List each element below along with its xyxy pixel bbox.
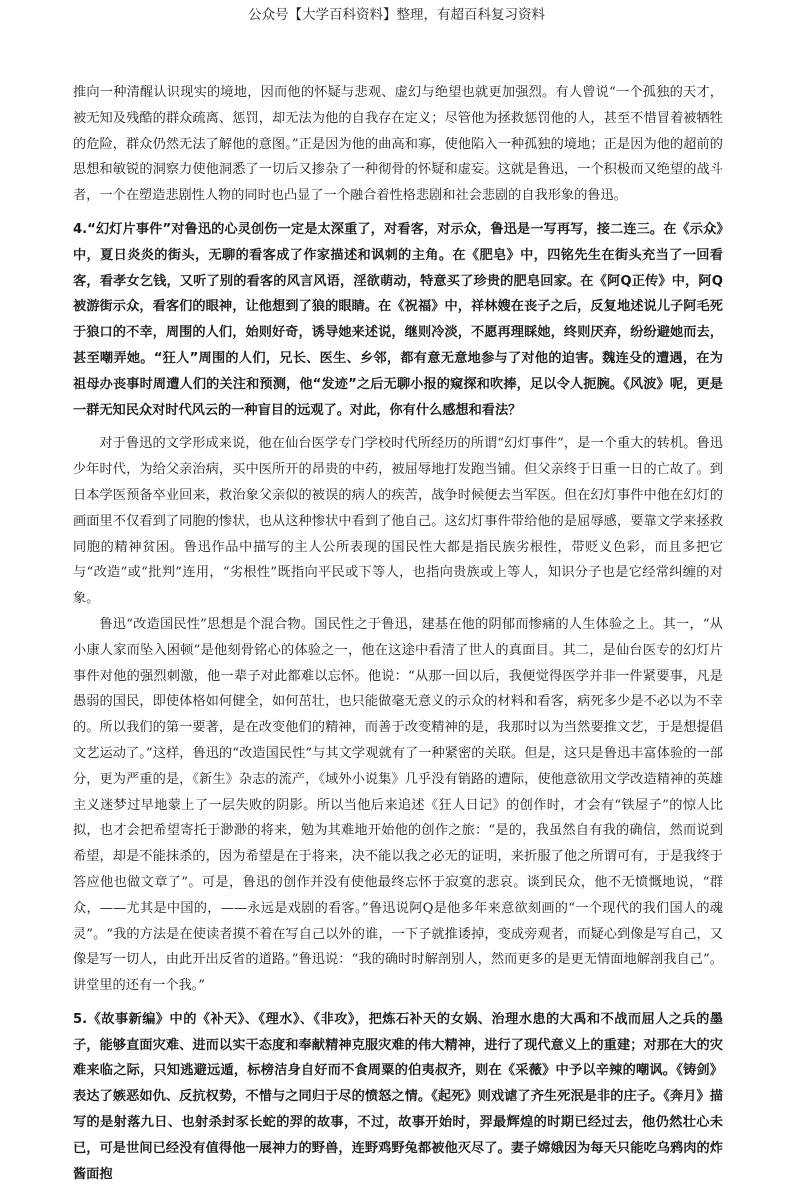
document-body: [73, 80, 723, 1187]
spacer: [73, 999, 723, 1007]
question-5: 5.《故事新编》中的《补天》、《理水》、《非攻》，把炼石补天的女娲、治理水患的大禹和不战而屈人之兵的墨子，能够直面灾难、进而以实干态度和奉献精神克服灾难的伟大精神，进行了现代意义上的重建；对那在大的灾难来临之际，只知逃避远遁，标榜洁身自好而不食周粟的伯夷叔齐，则在《采薇》中予以辛辣的嘲讽。《铸剑》表达了嫉恶如仇、反抗权势，不惜与之同归于尽的愤怒之情。《起死》则戏谑了齐生死泯是非的庄子。《奔月》描写的是射落九日、也射杀封豕长蛇的羿的故事，不过，故事开始时，羿最辉煌的时期已经过去，他仍然壮心未已，可是世间已经没有值得他一展神力的野兽，连野鸡野兔都被他灭尽了。妻子嫦娥因为每天只能吃乌鸦肉的炸酱面抱: [73, 1011, 723, 1182]
page-header: 公众号【大学百科资料】整理，有超百科复习资料: [248, 7, 545, 23]
intro-paragraph: 推向一种清醒认识现实的境地，因而他的怀疑与悲观、虚幻与绝望也就更加强烈。有人曾说“一个孤独的天才，被无知及残酷的群众疏离、惩罚，却无法为他的自我存在定义；尽管他为拯救惩罚他的人，甚至不惜冒着被牺牲的危险，群众仍然无法了解他的意图。”正是因为他的曲高和寡，使他陷入一种孤独的境地；正是因为他的超前的思想和敏锐的洞察力使他洞悉了一切后又掺杂了一种彻骨的怀疑和虚妄。这就是鲁迅，一个积极而又绝望的战斗者，一个在塑造悲剧性人物的同时也凸显了一个融合着性格悲剧和社会悲剧的自我形象的鲁迅。: [73, 85, 723, 204]
spacer: [73, 209, 723, 217]
question-4: 4.“幻灯片事件”对鲁迅的心灵创伤一定是太深重了，对看客，对示众，鲁迅是一写再写，接二连三。在《示众》中，夏日炎炎的街头，无聊的看客成了作家描述和讽刺的主角。在《肥皂》中，四铭先生在街头充当了一回看客，看孝女乞钱，又听了别的看客的风言风语，淫欲萌动，特意买了珍贵的肥皂回家。在《阿Q正传》中，阿Q被游街示众，看客们的眼神，让他想到了狼的眼睛。在《祝福》中，祥林嫂在丧子之后，反复地述说儿子阿毛死于狼口的不幸，周围的人们，始则好奇，诱导她来述说，继则冷淡，不愿再理睬她，终则厌弃，纷纷避她而去，甚至嘲弄她。“狂人”周围的人们，兄长、医生、乡邻，都有意无意地参与了对他的迫害。魏连殳的遭遇，在为祖母办丧事时周遭人们的关注和预测，他“发迹”之后无聊小报的窥探和吹捧，足以令人扼腕。《风波》呢，更是一群无知民众对时代风云的一种盲目的远观了。对此，你有什么感想和看法？: [73, 221, 723, 418]
answer-4-paragraph-2: 鲁迅“改造国民性”思想是个混合物。国民性之于鲁迅，建基在他的阴郁而惨痛的人生体验之上。其一，“从小康人家而坠入困顿”是他刻骨铭心的体验之一，他在这途中看清了世人的真面目。其二，是仙台医专的幻灯片事件对他的强烈刺激，他一辈子对此都难以忘怀。他说：“从那一回以后，我便觉得医学并非一件紧要事，凡是愚弱的国民，即使体格如何健全，如何茁壮，也只能做毫无意义的示众的材料和看客，病死多少是不必以为不幸的。所以我们的第一要著，是在改变他们的精神，而善于改变精神的是，我那时以为当然要推文艺，于是想提倡文艺运动了。”这样，鲁迅的“改造国民性”与其文学观就有了一种紧密的关联。但是，这只是鲁迅丰富体验的一部分，更为严重的是，《新生》杂志的流产，《域外小说集》几乎没有销路的遭际，使他意欲用文学改造精神的英雄主义迷梦过早地蒙上了一层失败的阴影。所以当他后来追述《狂人日记》的创作时，才会有“铁屋子”的惊人比拟，也才会把希望寄托于渺渺的将来，勉为其难地开始他的创作之旅：“是的，我虽然自有我的确信，然而说到希望，却是不能抹杀的，因为希望是在于将来，决不能以我之必无的证明，来折服了他之所谓可有，于是我终于答应他也做文章了”。可是，鲁迅的创作并没有使他最终忘怀于寂寞的悲哀。谈到民众，他不无愤慨地说，“群众，——尤其是中国的，——永远是戏剧的看客。”鲁迅说阿Q是他多年来意欲刻画的“一个现代的我们国人的魂灵”。“我的方法是在使读者摸不着在写自己以外的谁，一下子就推诿掉，变成旁观者，而疑心到像是写自己，又像是写一切人，由此开出反省的道路。”鲁迅说：“我的确时时解剖别人，然而更多的是更无情面地解剖我自己”。讲堂里的还有一个我。”: [73, 616, 723, 994]
answer-4-paragraph-1: 对于鲁迅的文学形成来说，他在仙台医学专门学校时代所经历的所谓“幻灯事件”，是一个重大的转机。鲁迅少年时代，为给父亲治病，买中医所开的昂贵的中药，被屈辱地打发跑当铺。但父亲终于日重一日的亡故了。到日本学医预备卒业回来，救治象父亲似的被误的病人的疾苦，战争时候便去当军医。但在幻灯事件中他在幻灯的画面里不仅看到了同胞的惨状，也从这种惨状中看到了他自己。这幻灯事件带给他的是屈辱感，要靠文学来拯救同胞的精神贫困。鲁迅作品中描写的主人公所表现的国民性大都是指民族劣根性，带贬义色彩，而且多把它与“改造”或“批判”连用，“劣根性”既指向平民或下等人，也指向贵族或上等人，知识分子也是它经常纠缠的对象。: [73, 436, 723, 607]
spacer: [73, 423, 723, 431]
